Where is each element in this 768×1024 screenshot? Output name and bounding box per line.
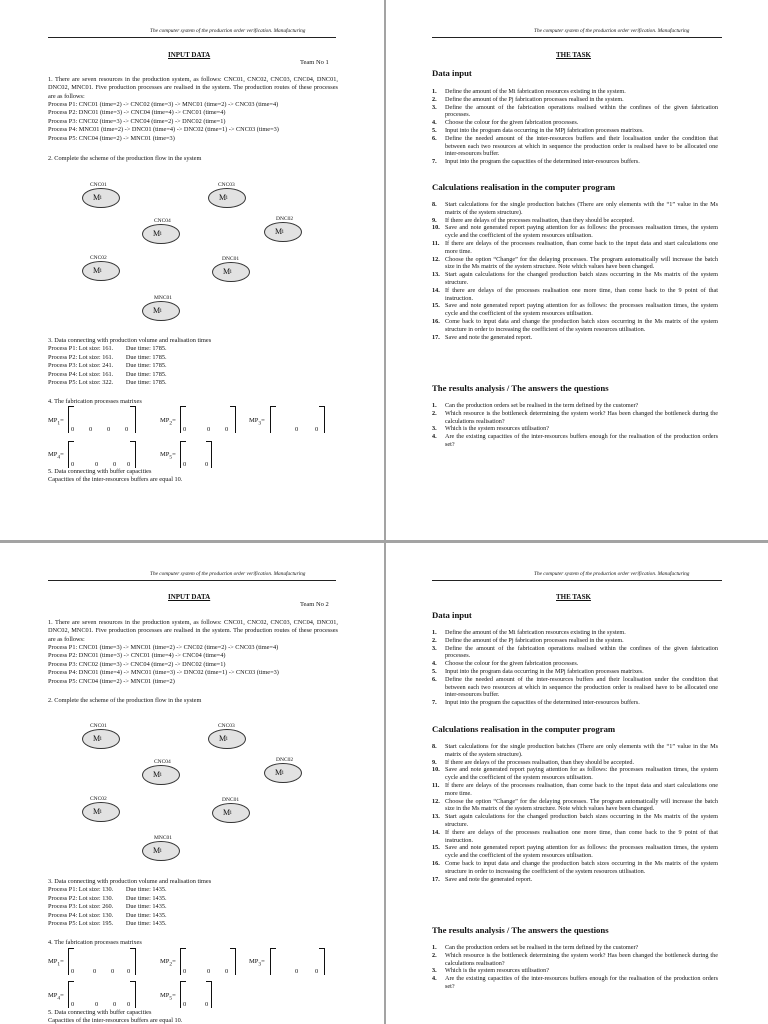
section-3-heading: 3. Data connecting with production volume and realisation times bbox=[48, 878, 212, 885]
lot-row: Process P5: Lot size: 322. Due time: 1785. bbox=[48, 379, 167, 387]
node-symbol: M bbox=[153, 229, 161, 238]
matrix-label: $MP_4=$ bbox=[48, 451, 64, 461]
section-5 bbox=[48, 468, 182, 485]
section-3-heading: 3. Data connecting with production volume and realisation times bbox=[48, 337, 212, 344]
page-header: The computer system of the production order verification. Manufacturing bbox=[150, 571, 306, 577]
node-index: i bbox=[226, 195, 228, 201]
node-index: i bbox=[282, 770, 284, 776]
input-data-page-team-1 bbox=[0, 0, 384, 540]
resource-node[interactable] bbox=[82, 261, 120, 281]
section-5-heading: 5. Data connecting with buffer capacities bbox=[48, 468, 152, 475]
list-item: 15. Save and note generated report paying attention for as follows: the processes realisation times, the system cycle and the coefficient of the system resources utilisation. bbox=[432, 844, 718, 860]
node-label: DNC02 bbox=[276, 216, 294, 222]
section-heading: The results analysis / The answers the questions bbox=[432, 383, 609, 393]
matrix-mp1[interactable]: 0 0 0 0 bbox=[68, 948, 136, 975]
process-route: Process P4: DNC01 (time=4) -> MNC01 (time=3) -> DNC02 (time=1) -> CNC03 (time=3) bbox=[48, 669, 279, 677]
matrix-mp4[interactable]: 0 0 0 0 bbox=[68, 441, 136, 468]
list-item: 12. Choose the option “Change” for the delaying processes. The program automatically will increase the batch size in the Ms matrix of the system structure. Note which values have been changed. bbox=[432, 255, 718, 271]
matrix-label: $MP_3=$ bbox=[249, 417, 265, 427]
list-item: 11. If there are delays of the processes realisation, than come back to the input data and start calculations one more time. bbox=[432, 781, 718, 797]
node-label: DNC02 bbox=[276, 757, 294, 763]
list-item: 8. Start calculations for the single production batches (There are only elements with the “1” value in the Ms matrix of the system structure). bbox=[432, 743, 718, 758]
matrix-label: $MP_3=$ bbox=[249, 958, 265, 968]
list-item: 5. Input into the program data occurring in the MPj fabrication processes matrixes. bbox=[432, 667, 644, 675]
list-item: 10. Save and note generated report paying attention for as follows: the processes realisation times, the system cycle and the coefficient of the system resources utilisation. bbox=[432, 766, 718, 782]
section-1-text: 1. There are seven resources in the production system, as follows: CNC01, CNC02, CNC03, CNC04, DNC01, DNC02, MNC01. Five production processes are realised in the system. The production routes of these processes are as follows: bbox=[48, 619, 338, 643]
header-rule bbox=[432, 580, 722, 581]
node-label: MNC01 bbox=[154, 295, 173, 301]
node-symbol: M bbox=[223, 267, 231, 276]
matrix-label: $MP_1=$ bbox=[48, 958, 64, 968]
list-item: 9. If there are delays of the processes realisation, than they should be accepted. bbox=[432, 758, 634, 766]
node-index: i bbox=[100, 195, 102, 201]
list-item: 1. Define the amount of the Mi fabrication resources existing in the system. bbox=[432, 88, 626, 95]
list-item: 4. Are the existing capacities of the inter-resources buffers enough for the realisation of the production orders set? bbox=[432, 433, 718, 448]
list-item: 10. Save and note generated report paying attention for as follows: the processes realisation times, the system cycle and the coefficient of the system resources utilisation. bbox=[432, 224, 718, 240]
list-item: 17. Save and note the generated report. bbox=[432, 333, 533, 341]
node-label: CNC02 bbox=[90, 255, 107, 261]
lot-row: Process P4: Lot size: 130. Due time: 1435. bbox=[48, 911, 167, 919]
list-item: 3. Define the amount of the fabrication operations realised within the confines of the given fabrication processes. bbox=[432, 103, 718, 119]
resource-node[interactable] bbox=[264, 763, 302, 783]
lot-row: Process P3: Lot size: 241. Due time: 1785. bbox=[48, 362, 167, 370]
input-data-page-team-2 bbox=[0, 543, 384, 1024]
node-index: i bbox=[160, 231, 162, 237]
node-symbol: M bbox=[223, 808, 231, 817]
lot-row: Process P3: Lot size: 260. Due time: 1435. bbox=[48, 903, 167, 911]
node-label: CNC04 bbox=[154, 218, 171, 224]
task-page-2 bbox=[386, 543, 768, 1024]
resource-node[interactable] bbox=[82, 802, 120, 822]
list-item: 7. Input into the program the capacities of the determined inter-resources buffers. bbox=[432, 699, 640, 707]
list-item: 6. Define the needed amount of the inter-resources buffers and their localisation under the condition that between each two resources at which in sequence the production order is realised have to be allocated one inter-resources buffer. bbox=[432, 134, 718, 158]
node-symbol: M bbox=[93, 266, 101, 275]
resource-node[interactable] bbox=[82, 188, 120, 208]
resource-node[interactable] bbox=[208, 729, 246, 749]
resource-node[interactable] bbox=[142, 301, 180, 321]
node-index: i bbox=[226, 736, 228, 742]
resource-node[interactable] bbox=[142, 765, 180, 785]
matrix-mp4[interactable]: 0 0 0 0 bbox=[68, 981, 136, 1008]
page-title: THE TASK bbox=[556, 593, 591, 601]
buffer-capacity-text: Capacities of the inter-resources buffers are equal 10. bbox=[48, 476, 183, 484]
team-label: Team No 2 bbox=[300, 601, 329, 608]
calculation-list bbox=[432, 743, 718, 883]
results-list bbox=[432, 402, 718, 449]
matrix-mp5[interactable]: 0 0 bbox=[180, 981, 212, 1008]
node-label: CNC04 bbox=[154, 759, 171, 765]
process-routes bbox=[48, 644, 279, 686]
section-heading: The results analysis / The answers the questions bbox=[432, 925, 609, 935]
matrix-mp3[interactable]: 0 0 bbox=[270, 948, 325, 975]
list-item: 4. Are the existing capacities of the inter-resources buffers enough for the realisation of the production orders set? bbox=[432, 975, 718, 990]
list-item: 14. If there are delays of the processes realisation one more time, than come back to the 9 point of that instruction. bbox=[432, 828, 718, 844]
node-label: DNC01 bbox=[222, 797, 240, 803]
lot-row: Process P1: Lot size: 161. Due time: 1785. bbox=[48, 345, 167, 353]
list-item: 14. If there are delays of the processes realisation one more time, than come back to the 9 point of that instruction. bbox=[432, 286, 718, 302]
list-item: 1. Can the production orders set be realised in the term defined by the customer? bbox=[432, 402, 639, 409]
matrix-mp1[interactable]: 0 0 0 0 bbox=[68, 406, 136, 433]
node-index: i bbox=[160, 848, 162, 854]
process-route: Process P2: DNC01 (time=3) -> CNC04 (time=4) -> CNC01 (time=4) bbox=[48, 109, 226, 117]
list-item: 6. Define the needed amount of the inter-resources buffers and their localisation under the condition that between each two resources at which in sequence the production order is realised have to be allocated one inter-resources buffer. bbox=[432, 675, 718, 699]
node-label: CNC03 bbox=[218, 723, 235, 729]
process-route: Process P3: CNC02 (time=3) -> CNC04 (time=2) -> DNC02 (time=1) bbox=[48, 117, 226, 125]
section-heading: Data input bbox=[432, 68, 472, 78]
team-label: Team No 1 bbox=[300, 59, 329, 66]
node-symbol: M bbox=[153, 846, 161, 855]
list-item: 2. Define the amount of the Pj fabrication processes realised in the system. bbox=[432, 95, 624, 103]
node-symbol: M bbox=[93, 193, 101, 202]
data-input-list bbox=[432, 88, 718, 166]
page-title: THE TASK bbox=[556, 51, 591, 59]
list-item: 9. If there are delays of the processes realisation, than they should be accepted. bbox=[432, 216, 634, 224]
process-route: Process P5: CNC04 (time=2) -> MNC01 (time=3) bbox=[48, 134, 175, 142]
data-input-list bbox=[432, 629, 718, 707]
lot-row: Process P2: Lot size: 161. Due time: 1785. bbox=[48, 353, 167, 361]
matrix-mp5[interactable]: 0 0 bbox=[180, 441, 212, 468]
node-symbol: M bbox=[93, 807, 101, 816]
list-item: 3. Define the amount of the fabrication operations realised within the confines of the given fabrication processes. bbox=[432, 644, 718, 660]
resource-node[interactable] bbox=[264, 222, 302, 242]
list-item: 13. Start again calculations for the changed production batch sizes occurring in the Ms matrix of the system structure. bbox=[432, 813, 718, 828]
list-item: 7. Input into the program the capacities of the determined inter-resources buffers. bbox=[432, 158, 640, 166]
list-item: 12. Choose the option “Change” for the delaying processes. The program automatically will increase the batch size in the Ms matrix of the system structure. Note which values have been changed. bbox=[432, 797, 718, 813]
process-route: Process P4: MNC01 (time=2) -> DNC01 (time=4) -> DNC02 (time=1) -> CNC03 (time=3) bbox=[48, 126, 279, 134]
results-list bbox=[432, 944, 718, 991]
node-symbol: M bbox=[153, 306, 161, 315]
resource-node[interactable] bbox=[212, 262, 250, 282]
node-symbol: M bbox=[275, 768, 283, 777]
buffer-capacity-text: Capacities of the inter-resources buffers are equal 10. bbox=[48, 1017, 183, 1024]
resource-node[interactable] bbox=[142, 841, 180, 861]
node-index: i bbox=[100, 809, 102, 815]
section-2-text: 2. Complete the scheme of the production flow in the system bbox=[48, 697, 202, 704]
node-symbol: M bbox=[153, 770, 161, 779]
resource-node[interactable] bbox=[208, 188, 246, 208]
node-symbol: M bbox=[93, 734, 101, 743]
node-index: i bbox=[282, 229, 284, 235]
resource-node[interactable] bbox=[82, 729, 120, 749]
page-header: The computer system of the production order verification. Manufacturing bbox=[150, 28, 306, 34]
list-item: 2. Which resource is the bottleneck determining the system work? Has been changed the bottleneck during the calculations realisation? bbox=[432, 951, 718, 967]
resource-node[interactable] bbox=[212, 803, 250, 823]
list-item: 8. Start calculations for the single production batches (There are only elements with the “1” value in the Ms matrix of the system structure). bbox=[432, 201, 718, 216]
section-4-text: 4. The fabrication processes matrixes bbox=[48, 398, 142, 405]
node-label: CNC02 bbox=[90, 796, 107, 802]
node-label: DNC01 bbox=[222, 256, 240, 262]
page-header: The computer system of the production order verification. Manufacturing bbox=[534, 28, 690, 34]
lot-row: Process P2: Lot size: 130. Due time: 1435. bbox=[48, 894, 167, 902]
process-routes bbox=[48, 101, 279, 143]
node-label: MNC01 bbox=[154, 835, 173, 841]
header-rule bbox=[48, 37, 336, 38]
section-5 bbox=[48, 1009, 182, 1024]
list-item: 1. Can the production orders set be realised in the term defined by the customer? bbox=[432, 944, 639, 951]
section-5-heading: 5. Data connecting with buffer capacities bbox=[48, 1009, 152, 1016]
lot-row: Process P1: Lot size: 130. Due time: 1435. bbox=[48, 886, 167, 894]
resource-node[interactable] bbox=[142, 224, 180, 244]
calculation-list bbox=[432, 201, 718, 341]
node-label: CNC01 bbox=[90, 182, 107, 188]
list-item: 11. If there are delays of the processes realisation, than come back to the input data and start calculations one more time. bbox=[432, 239, 718, 255]
page-title: INPUT DATA bbox=[168, 593, 211, 601]
matrix-label: $MP_5=$ bbox=[160, 992, 176, 1002]
process-route: Process P2: DNC01 (time=3) -> CNC01 (time=4) -> CNC04 (time=4) bbox=[48, 652, 226, 660]
node-index: i bbox=[230, 269, 232, 275]
matrix-mp3[interactable]: 0 0 bbox=[270, 406, 325, 433]
section-2-text: 2. Complete the scheme of the production flow in the system bbox=[48, 155, 202, 162]
task-page-1 bbox=[386, 0, 768, 540]
section-4-text: 4. The fabrication processes matrixes bbox=[48, 939, 142, 946]
section-heading: Calculations realisation in the computer program bbox=[432, 182, 616, 192]
list-item: 4. Choose the colour for the given fabrication processes. bbox=[432, 119, 579, 127]
section-3 bbox=[48, 337, 211, 387]
matrix-mp2[interactable]: 0 0 0 bbox=[180, 406, 236, 433]
list-item: 15. Save and note generated report paying attention for as follows: the processes realisation times, the system cycle and the coefficient of the system resources utilisation. bbox=[432, 302, 718, 318]
node-index: i bbox=[230, 810, 232, 816]
process-route: Process P5: CNC04 (time=2) -> MNC01 (time=2) bbox=[48, 677, 175, 685]
matrix-label: $MP_1=$ bbox=[48, 417, 64, 427]
section-heading: Data input bbox=[432, 610, 472, 620]
node-index: i bbox=[160, 308, 162, 314]
process-route: Process P1: CNC01 (time=2) -> CNC02 (time=3) -> MNC01 (time=2) -> CNC03 (time=4) bbox=[48, 101, 279, 108]
node-label: CNC03 bbox=[218, 182, 235, 188]
list-item: 16. Come back to input data and change the production batch sizes occurring in the Ms matrix of the system structure in order to increasing the coefficient of the system resources utilisation. bbox=[432, 859, 718, 875]
node-index: i bbox=[100, 268, 102, 274]
header-rule bbox=[432, 37, 722, 38]
node-index: i bbox=[160, 772, 162, 778]
list-item: 17. Save and note the generated report. bbox=[432, 875, 533, 883]
node-symbol: M bbox=[219, 193, 227, 202]
list-item: 3. Which is the system resources utilisation? bbox=[432, 425, 549, 433]
list-item: 1. Define the amount of the Mi fabrication resources existing in the system. bbox=[432, 629, 626, 636]
list-item: 5. Input into the program data occurring in the MPj fabrication processes matrixes. bbox=[432, 126, 644, 134]
node-symbol: M bbox=[275, 227, 283, 236]
node-label: CNC01 bbox=[90, 723, 107, 729]
lot-row: Process P4: Lot size: 161. Due time: 1785. bbox=[48, 370, 167, 378]
list-item: 2. Define the amount of the Pj fabrication processes realised in the system. bbox=[432, 636, 624, 644]
node-symbol: M bbox=[219, 734, 227, 743]
matrix-label: $MP_2=$ bbox=[160, 417, 176, 427]
list-item: 2. Which resource is the bottleneck determining the system work? Has been changed the bottleneck during the calculations realisation? bbox=[432, 409, 718, 425]
section-3 bbox=[48, 878, 211, 928]
page-title: INPUT DATA bbox=[168, 51, 211, 59]
section-heading: Calculations realisation in the computer program bbox=[432, 724, 616, 734]
matrix-label: $MP_5=$ bbox=[160, 451, 176, 461]
header-rule bbox=[48, 580, 336, 581]
section-1-text: 1. There are seven resources in the production system, as follows: CNC01, CNC02, CNC03, CNC04, DNC01, DNC02, MNC01. Five production processes are realised in the system. The production routes of these processes are as follows: bbox=[48, 76, 338, 100]
list-item: 16. Come back to input data and change the production batch sizes occurring in the Ms matrix of the system structure in order to increasing the coefficient of the system resources utilisation. bbox=[432, 317, 718, 333]
page-header: The computer system of the production order verification. Manufacturing bbox=[534, 571, 690, 577]
process-route: Process P1: CNC01 (time=3) -> MNC01 (time=2) -> CNC02 (time=2) -> CNC03 (time=4) bbox=[48, 644, 279, 651]
matrix-label: $MP_4=$ bbox=[48, 992, 64, 1002]
matrix-label: $MP_2=$ bbox=[160, 958, 176, 968]
list-item: 4. Choose the colour for the given fabrication processes. bbox=[432, 660, 579, 668]
node-index: i bbox=[100, 736, 102, 742]
matrix-mp2[interactable]: 0 0 0 bbox=[180, 948, 236, 975]
lot-row: Process P5: Lot size: 195. Due time: 1435. bbox=[48, 920, 167, 928]
list-item: 3. Which is the system resources utilisation? bbox=[432, 967, 549, 975]
list-item: 13. Start again calculations for the changed production batch sizes occurring in the Ms matrix of the system structure. bbox=[432, 271, 718, 286]
process-route: Process P3: CNC02 (time=3) -> CNC04 (time=2) -> DNC02 (time=1) bbox=[48, 660, 226, 668]
